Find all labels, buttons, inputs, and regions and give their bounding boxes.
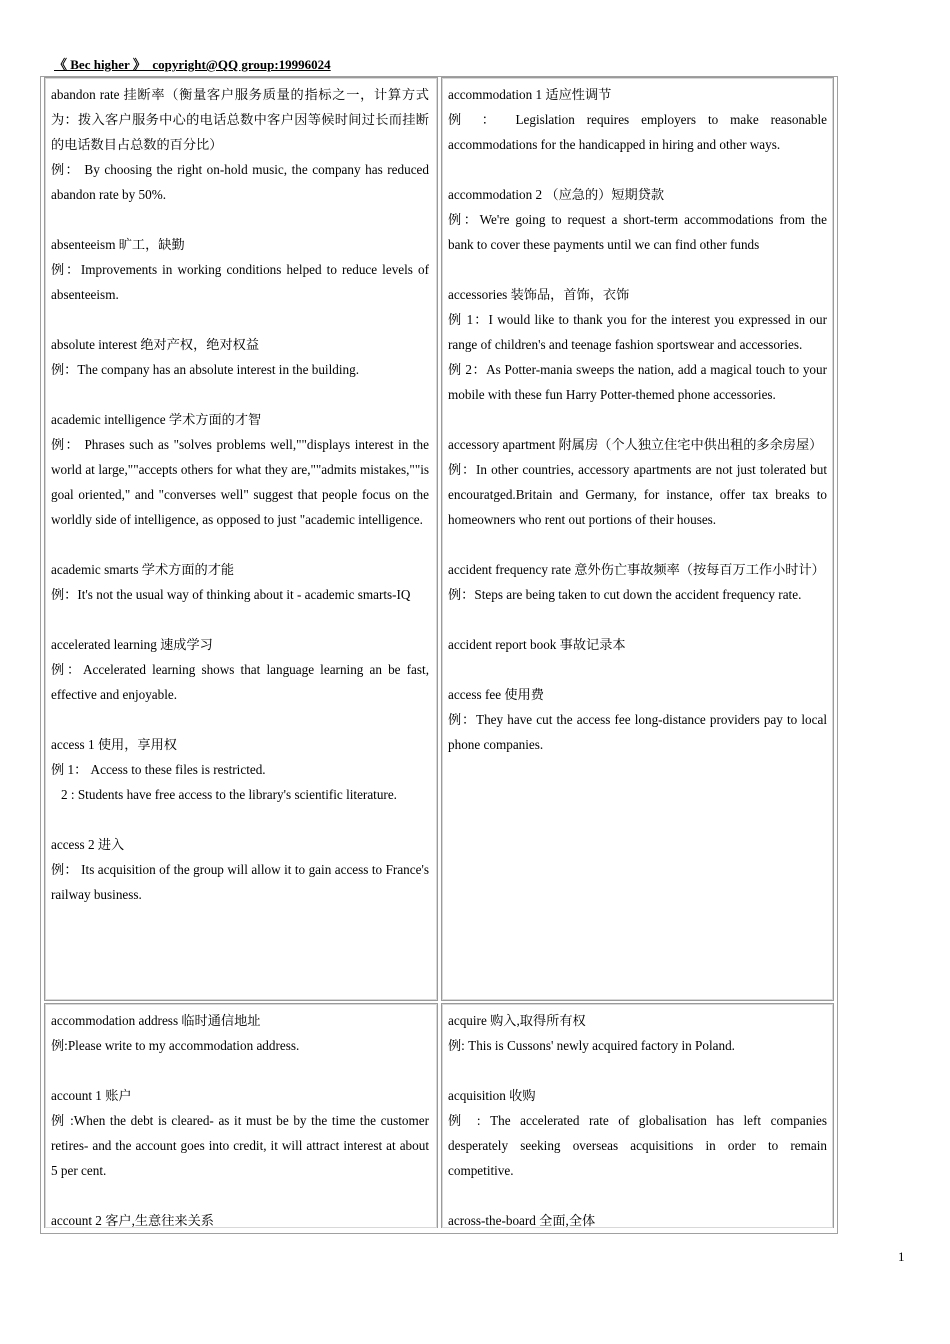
glossary-entry (448, 432, 827, 532)
glossary-entry (51, 1208, 429, 1228)
document-header: 《 Bec higher 》 copyright@QQ group:19996024 (54, 57, 331, 72)
entry-term: accommodation 1 适应性调节 (448, 87, 612, 102)
entry-example: 例：We're going to request a short-term accommodations from the bank to cover these payments until we can find other funds (448, 212, 827, 252)
glossary-entry (51, 732, 429, 807)
entry-term: accident frequency rate 意外伤亡事故频率（按每百万工作小时计） (448, 562, 825, 577)
entry-example: 例: This is Cussons' newly acquired factory in Poland. (448, 1038, 735, 1053)
cell-content (51, 82, 429, 932)
entry-term: across-the-board 全面,全体 (448, 1213, 596, 1228)
glossary-entry (51, 232, 429, 307)
entry-example: 例 : The accelerated rate of globalisation has left companies desperately seeking overseas acquisitions in order to remain competitive. (448, 1113, 827, 1178)
glossary-entry (51, 332, 429, 382)
entry-example: 例： By choosing the right on-hold music, the company has reduced abandon rate by 50%. (51, 162, 429, 202)
entry-term: accelerated learning 速成学习 (51, 637, 213, 652)
glossary-entry (51, 832, 429, 907)
glossary-entry (448, 1208, 827, 1228)
glossary-entry (51, 407, 429, 532)
glossary-entry (448, 1008, 827, 1058)
entry-example: 例：Steps are being taken to cut down the accident frequency rate. (448, 587, 802, 602)
entry-term: accessory apartment 附属房（个人独立住宅中供出租的多余房屋） (448, 437, 823, 452)
entry-example: 例：The company has an absolute interest in the building. (51, 362, 360, 377)
entry-example: 例：Accelerated learning shows that language learning an be fast, effective and enjoyable. (51, 662, 429, 702)
entry-example: 例 1：I would like to thank you for the interest you expressed in our range of children's and teenage fashion sportswear and accessories. (448, 312, 827, 352)
table-cell-top-left (44, 77, 438, 1001)
entry-example: 例： Its acquisition of the group will allow it to gain access to France's railway business. (51, 862, 429, 902)
entry-term: account 2 客户,生意往来关系 (51, 1213, 214, 1228)
entry-example: 例 2：As Potter-mania sweeps the nation, add a magical touch to your mobile with these fun Harry Potter-themed phone accessories. (448, 362, 827, 402)
entry-example: 例：In other countries, accessory apartments are not just tolerated but encouratged.Britain and Germany, for instance, offer tax breaks to homeowners who rent out portions of their houses. (448, 462, 827, 527)
entry-term: absolute interest 绝对产权，绝对权益 (51, 337, 260, 352)
entry-example: 例：It's not the usual way of thinking about it - academic smarts-IQ (51, 587, 411, 602)
entry-example: 例： Phrases such as "solves problems well,""displays interest in the world at large,""accepts others for what they are,""admits mistakes,""is goal oriented," and "converses well" suggest that people focus on the worldly side of intelligence, as opposed to just "academic intelligence. (51, 437, 429, 527)
glossary-entry (51, 557, 429, 607)
entry-example: 2 : Students have free access to the library's scientific literature. (61, 787, 397, 802)
entry-example: 例 1： Access to these files is restricted. (51, 762, 266, 777)
page-number: 1 (898, 1249, 905, 1264)
table-cell-top-right (441, 77, 834, 1001)
table-cell-bottom-right (441, 1003, 834, 1228)
entry-term: accommodation address 临时通信地址 (51, 1013, 261, 1028)
entry-term: abandon rate 挂断率（衡量客户服务质量的指标之一，计算方式为：拨入客户服务中心的电话总数中客户因等候时间过长而挂断的电话数目占总数的百分比） (51, 87, 429, 152)
entry-term: acquisition 收购 (448, 1088, 536, 1103)
glossary-entry (448, 82, 827, 157)
cell-content (448, 82, 827, 782)
glossary-entry (448, 1083, 827, 1183)
glossary-entry (448, 682, 827, 757)
entry-example: 例 ： Legislation requires employers to make reasonable accommodations for the handicapped in hiring and other ways. (448, 112, 827, 152)
entry-term: absenteeism 旷工，缺勤 (51, 237, 185, 252)
entry-example: 例：Improvements in working conditions helped to reduce levels of absenteeism. (51, 262, 429, 302)
entry-term: accessories 装饰品，首饰，衣饰 (448, 287, 630, 302)
entry-term: accident report book 事故记录本 (448, 637, 626, 652)
glossary-entry (51, 1008, 429, 1058)
entry-term: access 1 使用，享用权 (51, 737, 177, 752)
entry-example: 例:Please write to my accommodation address. (51, 1038, 300, 1053)
entry-example: 例：They have cut the access fee long-distance providers pay to local phone companies. (448, 712, 827, 752)
glossary-entry (448, 632, 827, 657)
entry-term: academic smarts 学术方面的才能 (51, 562, 235, 577)
cell-content (51, 1008, 429, 1228)
entry-term: academic intelligence 学术方面的才智 (51, 412, 262, 427)
entry-term: access fee 使用费 (448, 687, 544, 702)
glossary-entry (448, 557, 827, 607)
glossary-entry (448, 182, 827, 257)
glossary-entry (448, 282, 827, 407)
entry-term: accommodation 2 （应急的）短期贷款 (448, 187, 665, 202)
entry-term: access 2 进入 (51, 837, 125, 852)
cell-content (448, 1008, 827, 1228)
table-cell-bottom-left (44, 1003, 438, 1228)
entry-term: acquire 购入,取得所有权 (448, 1013, 586, 1028)
glossary-entry (51, 632, 429, 707)
entry-example: 例 :When the debt is cleared- as it must be by the time the customer retires- and the account goes into credit, it will attract interest at about 5 per cent. (51, 1113, 429, 1178)
glossary-entry (51, 82, 429, 207)
entry-term: account 1 账户 (51, 1088, 132, 1103)
glossary-entry (51, 1083, 429, 1183)
